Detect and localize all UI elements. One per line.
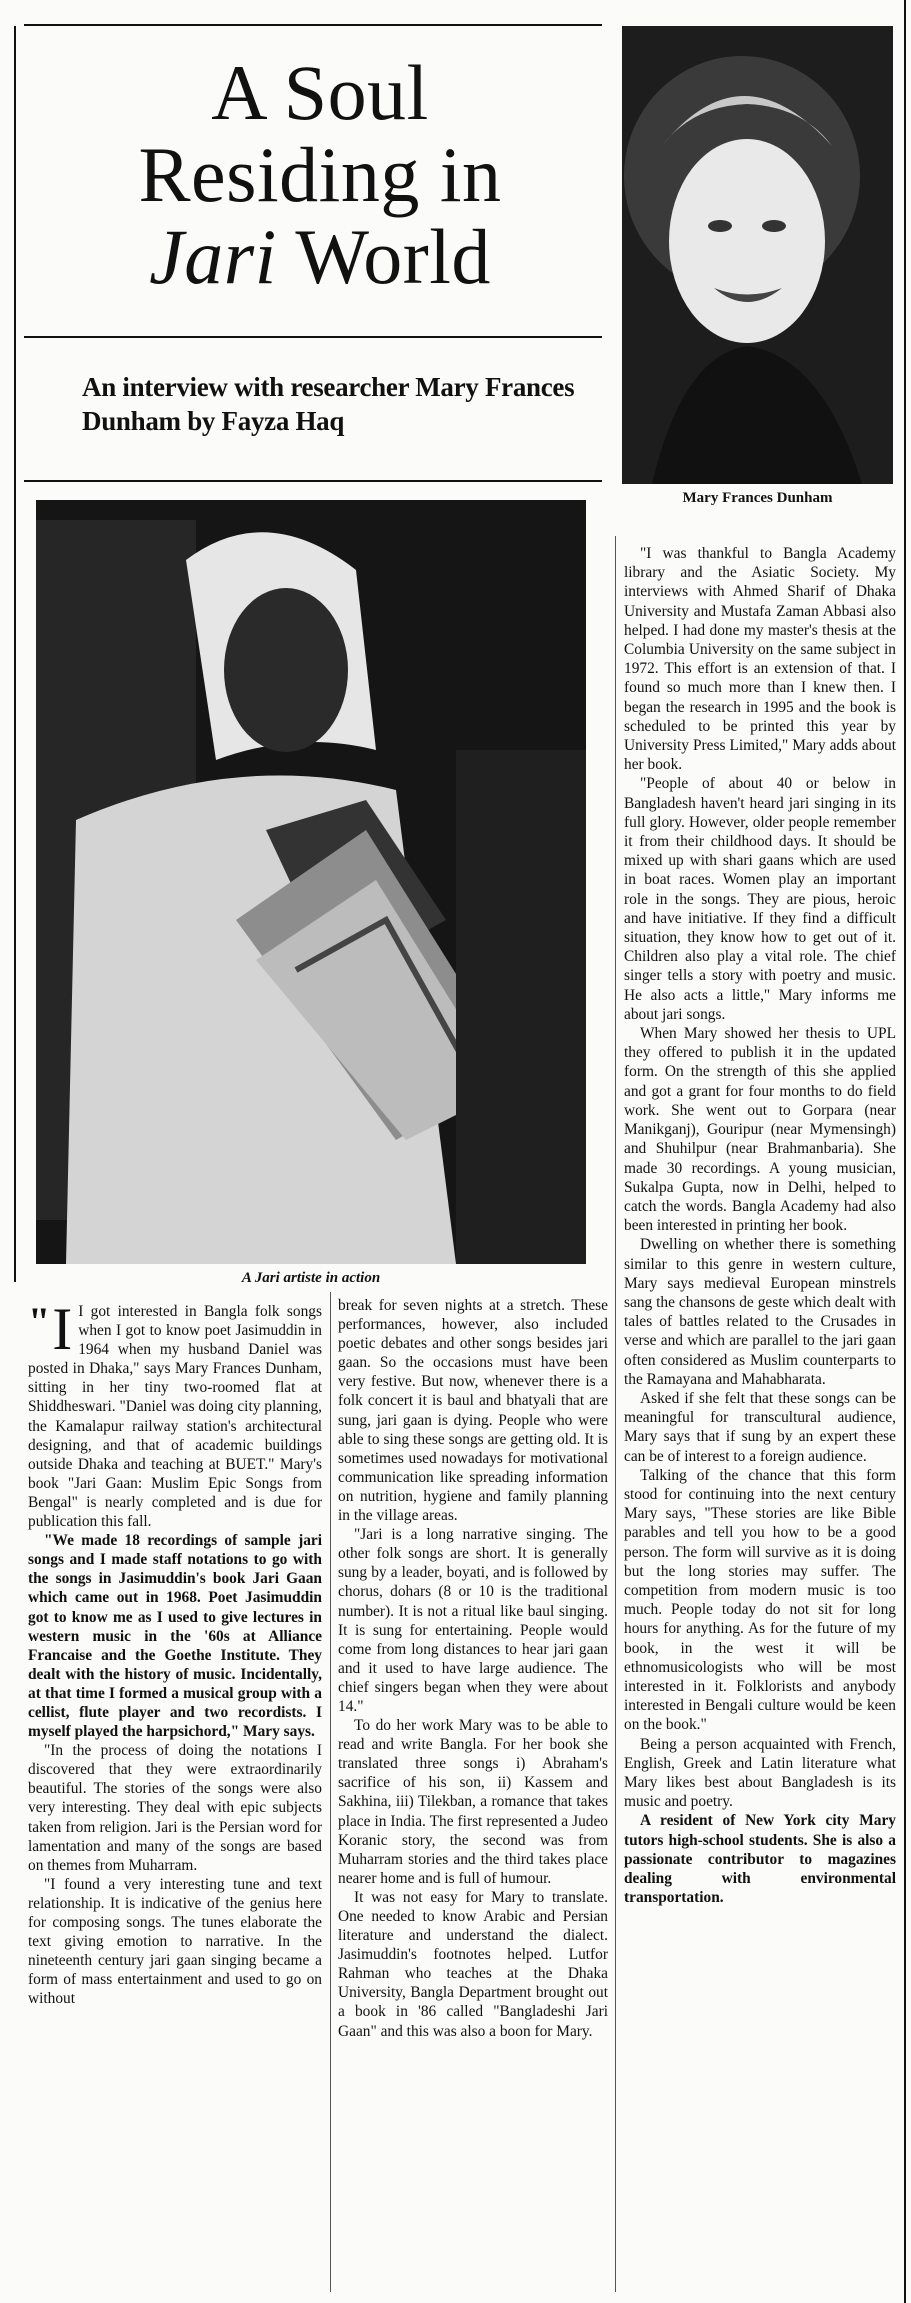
drop-cap: I bbox=[52, 1296, 73, 1362]
article-column-2 bbox=[338, 1296, 608, 2292]
column-divider-1 bbox=[330, 1292, 331, 2292]
column-2-paragraph-3: To do her work Mary was to be able to read and write Bangla. For her book she translated three songs i) Abraham's sacrifice of his son, ii) Kassem and Sakhina, iii) Tilekban, a romance that takes place in India. The first represented a Judeo Koranic story, the second was from Muharram stories and the third takes place nearer home and is full of humour. bbox=[338, 1717, 608, 1887]
column-1-paragraph-4: "I found a very interesting tune and text relationship. It is indicative of the genius here for composing songs. The tunes elaborate the text giving emotion to narrative. In the nineteenth century jari gaan singing became a form of mass entertainment and used to go on without bbox=[28, 1875, 322, 2008]
column-3-paragraph-8: A resident of New York city Mary tutors high-school students. She is also a passionate contributor to magazines dealing with environmental transportation. bbox=[624, 1812, 896, 1907]
portrait-photo bbox=[622, 26, 893, 484]
headline-line-3-rest: World bbox=[276, 213, 491, 300]
column-1-paragraph-2: "We made 18 recordings of sample jari songs and I made staff notations to go with the songs in Jasimuddin's book Jari Gaan which came out in 1968. Poet Jasimuddin got to know me as I used to give lectures in western music in the '60s at Alliance Francaise and the Goethe Institute. They dealt with the history of music. Incidentally, at that time I formed a musical group with a cellist, flute player and two recordists. I myself played the harpsichord," Mary says. bbox=[28, 1532, 322, 1741]
deck-byline: An interview with researcher Mary Frances Dunham by Fayza Haq bbox=[82, 372, 575, 436]
column-divider-2 bbox=[615, 536, 616, 2292]
opening-quote-mark: " bbox=[28, 1299, 51, 1344]
headline-bottom-rule bbox=[24, 336, 602, 338]
headline-line-1: A Soul bbox=[211, 49, 429, 136]
article-column-1 bbox=[28, 1296, 322, 2292]
jari-artiste-photo bbox=[36, 500, 586, 1264]
column-2-paragraph-2: "Jari is a long narrative singing. The other folk songs are short. It is generally sung by a leader, boyati, and is followed by chorus, dohars (8 or 10 is the traditional number). It is not a ritual like baul singing. It is sung for entertaining. People would come from long distances to hear jari gaan and it used to have large audience. The chief singers began when they were about 14." bbox=[338, 1526, 608, 1715]
column-2-paragraph-1: break for seven nights at a stretch. These performances, however, also included poetic debates and other songs besides jari gaan. So the occasions must have been very festive. But now, whenever there is a folk concert it is baul and bhatyali that are sung, jari gaan is dying. People who were able to sing these songs are getting old. It is sometimes used nowadays for motivational communication like spreading information on nutrition, hygiene and family planning in the village areas. bbox=[338, 1297, 608, 1525]
column-3-paragraph-6: Talking of the chance that this form stood for continuing into the next century Mary says, "These stories are like Bible parables and tell you how to be a good person. The form will survive as it is doing but the long stories may suffer. The competition from modern music is too much. People today do not sit for long hours for anything. As for the future of my book, in the west it will be ethnomusicologists who will be most interested in it. Folklorists and anybody interested in Bengali culture would be keen on the book." bbox=[624, 1466, 896, 1734]
column-3-paragraph-3: When Mary showed her thesis to UPL they offered to publish it in the updated form. On the strength of this she applied and got a grant for four months to do field work. She went out to Gorpara (near Manikganj), Gouripur (near Mymensingh) and Shuhilpur (near Brahmanbaria). She made 30 recordings. A young musician, Sukalpa Gupta, now in Delhi, helped to catch the words. Bangla Academy had also been interested in printing her book. bbox=[624, 1025, 896, 1235]
column-1-paragraph-3: "In the process of doing the notations I discovered that they were extraordinarily beautiful. The stories of the songs were also very interesting. They deal with epic subjects taken from religion. Jari is the Persian word for lamentation and many of the songs are based on themes from Muharram. bbox=[28, 1742, 322, 1874]
jari-artiste-illustration bbox=[36, 500, 586, 1264]
column-1-paragraph-1: " I I got interested in Bangla folk songs when I got to know poet Jasimuddin in 1964 when my husband Daniel was posted in Dhaka," says Mary Frances Dunham, sitting in her tiny two-roomed flat at Shiddheswari. "Daniel was doing city planning, the Kamalapur railway station's architectural designing, and that of academic buildings outside Dhaka and teaching at BUET." Mary's book "Jari Gaan: Muslim Epic Songs from Bengal" is nearly completed and is due for publication this fall. bbox=[28, 1296, 322, 1531]
headline-italic-word: Jari bbox=[149, 213, 277, 300]
right-edge-rule bbox=[904, 0, 906, 2303]
article-column-3 bbox=[624, 544, 896, 2294]
photo-caption: A Jari artiste in action bbox=[241, 1270, 381, 1286]
column-3-paragraph-1: "I was thankful to Bangla Academy library and the Asiatic Society. My interviews with Ahmed Sharif of Dhaka University and Mustafa Zaman Abbasi also helped. I had done my master's thesis at the Columbia University on the same subject in 1972. This effort is an extension of that. I found so much more than I knew then. I began the research in 1995 and the book is scheduled to be printed this year by University Press Limited," Mary adds about her book. bbox=[624, 545, 896, 774]
left-border-rule bbox=[14, 26, 16, 1282]
column-2-paragraph-4: It was not easy for Mary to translate. One needed to know Arabic and Persian literature and understand the dialect. Jasimuddin's footnotes helped. Lutfor Rahman who teaches at the Dhaka University, Bangla Department brought out a book in '86 called "Bangladeshi Jari Gaan" and this was also a boon for Mary. bbox=[338, 1888, 608, 2040]
top-rule bbox=[24, 24, 602, 26]
headline bbox=[40, 49, 600, 300]
column-3-paragraph-5: Asked if she felt that these songs can be meaningful for transcultural audience, Mary says that if sung by an expert these can be of interest to a foreign audience. bbox=[624, 1389, 896, 1465]
column-3-paragraph-2: "People of about 40 or below in Bangladesh haven't heard jari singing in its full glory. However, older people remember it from their childhood days. It should be mixed up with shari gaans which are used in boat races. Women play an important role in the songs. They are pious, heroic and have initiative. If they find a difficult situation, they know how to get out of it. Children also play a vital role. The chief singer tells a story with poetry and music. He also acts a little," Mary informs me about jari songs. bbox=[624, 775, 896, 1023]
portrait-illustration bbox=[622, 26, 893, 484]
column-3-paragraph-7: Being a person acquainted with French, English, Greek and Latin literature what Mary likes best about Bangladesh is its music and poetry. bbox=[624, 1735, 896, 1811]
column-3-paragraph-4: Dwelling on whether there is something similar to this genre in western culture, Mary says medieval European minstrels sang the chansons de geste which dealt with tales of battles related to the Crusades in verse and which are parallel to the jari gaan often considered as Muslim counterparts to the Ramayana and Mahabharata. bbox=[624, 1236, 896, 1388]
headline-line-2: Residing in bbox=[138, 131, 502, 218]
portrait-caption: Mary Frances Dunham bbox=[682, 490, 833, 506]
deck-bottom-rule bbox=[24, 480, 602, 482]
headline-line-3 bbox=[40, 213, 600, 300]
